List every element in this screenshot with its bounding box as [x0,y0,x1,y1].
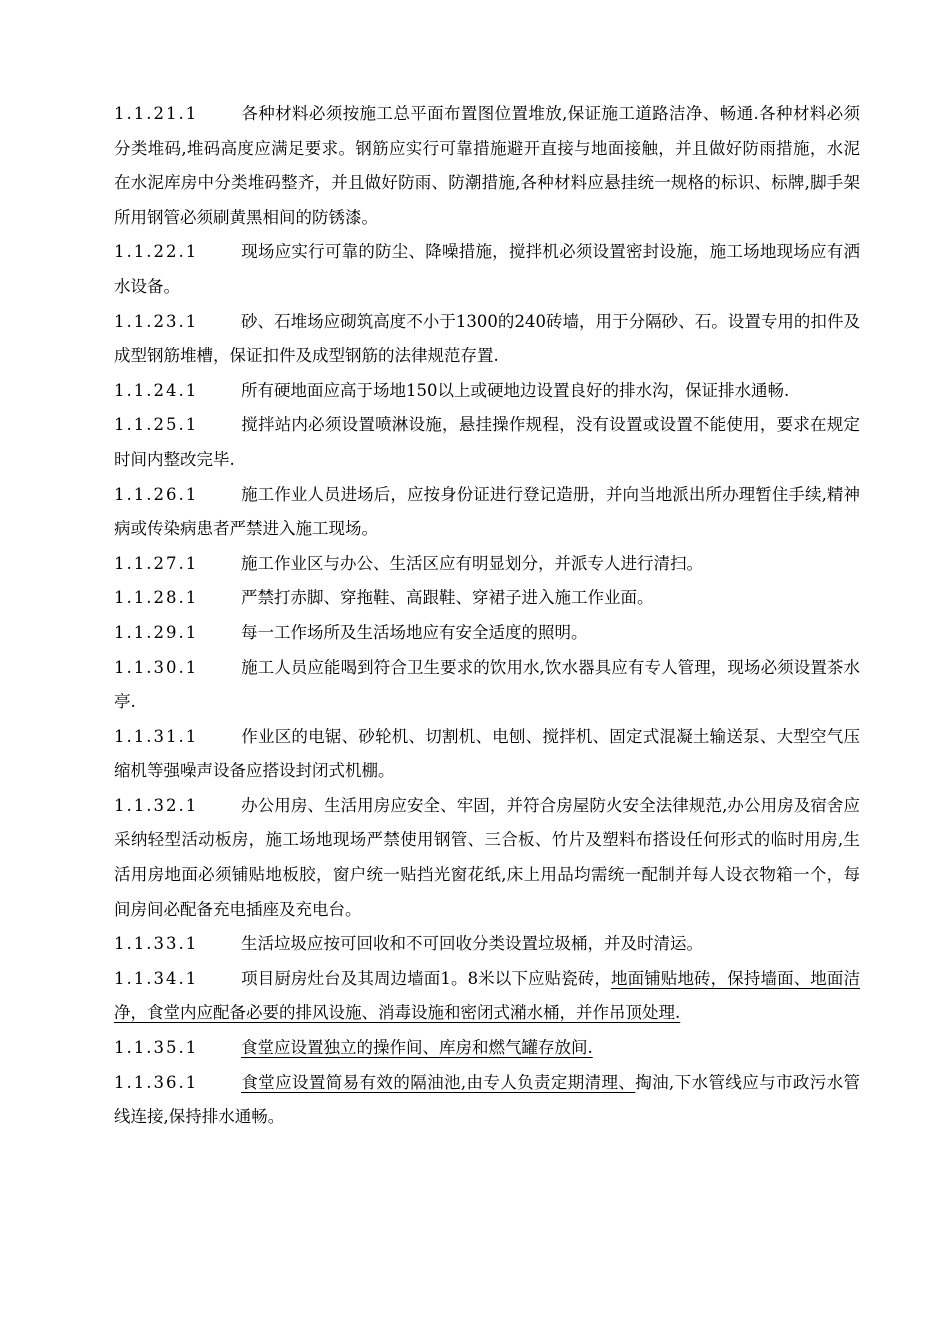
clause-text: 各种材料必须按施工总平面布置图位置堆放,保证施工道路洁净、畅通.各种材料必须分类堆码,堆码高度应满足要求。钢筋应实行可靠措施避开直接与地面接触，并且做好防雨措施，水泥在水泥库房中分类堆码整齐，并且做好防雨、防潮措施,各种材料应悬挂统一规格的标识、标牌,脚手架所用钢管必须刷黄黑相间的防锈漆。 [114,104,860,227]
clause-text: 作业区的电锯、砂轮机、切割机、电刨、搅拌机、固定式混凝土输送泵、大型空气压缩机等强噪声设备应搭设封闭式机棚。 [114,726,860,781]
document-page [114,97,860,1135]
clause-1-1-30-1 [114,651,860,720]
clause-1-1-26-1 [114,478,860,547]
clause-text: 搅拌站内必须设置喷淋设施，悬挂操作规程，没有设置或设置不能使用，要求在规定时间内整改完毕. [114,415,860,469]
clause-number: 1.1.35.1 [114,1038,199,1058]
clause-number: 1.1.28.1 [114,588,199,608]
clause-number: 1.1.23.1 [114,311,199,331]
clause-1-1-33-1 [114,927,860,962]
clause-number: 1.1.27.1 [114,553,199,573]
clause-1-1-34-1 [114,962,860,1031]
clause-underlined-text: 食堂应设置简易有效的隔油池,由专人负责定期清理、 [241,1072,636,1092]
clause-number: 1.1.22.1 [114,242,199,262]
clause-number: 1.1.32.1 [114,795,199,815]
clause-text: 所有硬地面应高于场地150以上或硬地边设置良好的排水沟，保证排水通畅. [241,380,790,400]
clause-number: 1.1.29.1 [114,622,199,642]
clause-text: 项目厨房灶台及其周边墙面1。8米以下应贴瓷砖， [241,968,612,988]
clause-number: 1.1.26.1 [114,484,199,504]
clause-1-1-25-1 [114,408,860,477]
clause-text: 施工作业人员进场后，应按身份证进行登记造册，并向当地派出所办理暂住手续,精神病或传染病患者严禁进入施工现场。 [114,484,860,539]
clause-number: 1.1.24.1 [114,380,199,400]
clause-text: 现场应实行可靠的防尘、降噪措施，搅拌机必须设置密封设施，施工场地现场应有洒水设备。 [114,242,860,296]
clause-1-1-28-1 [114,581,860,616]
clause-text: 办公用房、生活用房应安全、牢固，并符合房屋防火安全法律规范,办公用房及宿舍应采纳轻型活动板房，施工场地现场严禁使用钢管、三合板、竹片及塑料布搭设任何形式的临时用房,生活用房地面必须铺贴地板胶，窗户统一贴挡光窗花纸,床上用品均需统一配制并每人设衣物箱一个，每间房间必配备充电插座及充电台。 [114,795,860,919]
clause-1-1-24-1 [114,374,860,409]
clause-1-1-32-1 [114,789,860,927]
clause-underlined-text: 食堂应设置独立的操作间、库房和燃气罐存放间. [241,1038,593,1058]
clause-number: 1.1.25.1 [114,415,199,435]
clause-1-1-36-1 [114,1066,860,1135]
clause-text: 掏油,下水管线应与市政污水管线连接,保持排水通畅。 [114,1072,861,1127]
clause-text: 砂、石堆场应砌筑高度不小于1300的240砖墙，用于分隔砂、石。设置专用的扣件及成型钢筋堆槽，保证扣件及成型钢筋的法律规范存置. [114,311,860,366]
clause-number: 1.1.33.1 [114,934,199,954]
clause-number: 1.1.36.1 [114,1072,199,1092]
clause-number: 1.1.30.1 [114,657,199,677]
clause-text: 严禁打赤脚、穿拖鞋、高跟鞋、穿裙子进入施工作业面。 [241,588,654,608]
clause-number: 1.1.31.1 [114,726,199,746]
clause-number: 1.1.21.1 [114,104,199,123]
clause-text: 每一工作场所及生活场地应有安全适度的照明。 [241,622,588,642]
clause-1-1-29-1 [114,616,860,651]
clause-text: 施工作业区与办公、生活区应有明显划分，并派专人进行清扫。 [241,553,703,573]
clause-text: 施工人员应能喝到符合卫生要求的饮用水,饮水器具应有专人管理，现场必须设置茶水亭. [114,657,860,712]
clause-1-1-23-1 [114,305,860,374]
clause-1-1-35-1 [114,1031,860,1066]
clause-1-1-27-1 [114,547,860,582]
clause-1-1-31-1 [114,720,860,789]
clause-1-1-21-1 [114,97,860,235]
clause-1-1-22-1 [114,235,860,304]
clause-underlined-text: 地面铺贴地砖，保持墙面、地面洁净，食堂内应配备必要的排风设施、消毒设施和密闭式潲水桶，并作吊顶处理. [114,968,861,1023]
clause-number: 1.1.34.1 [114,968,199,988]
clause-text: 生活垃圾应按可回收和不可回收分类设置垃圾桶，并及时清运。 [241,934,703,954]
